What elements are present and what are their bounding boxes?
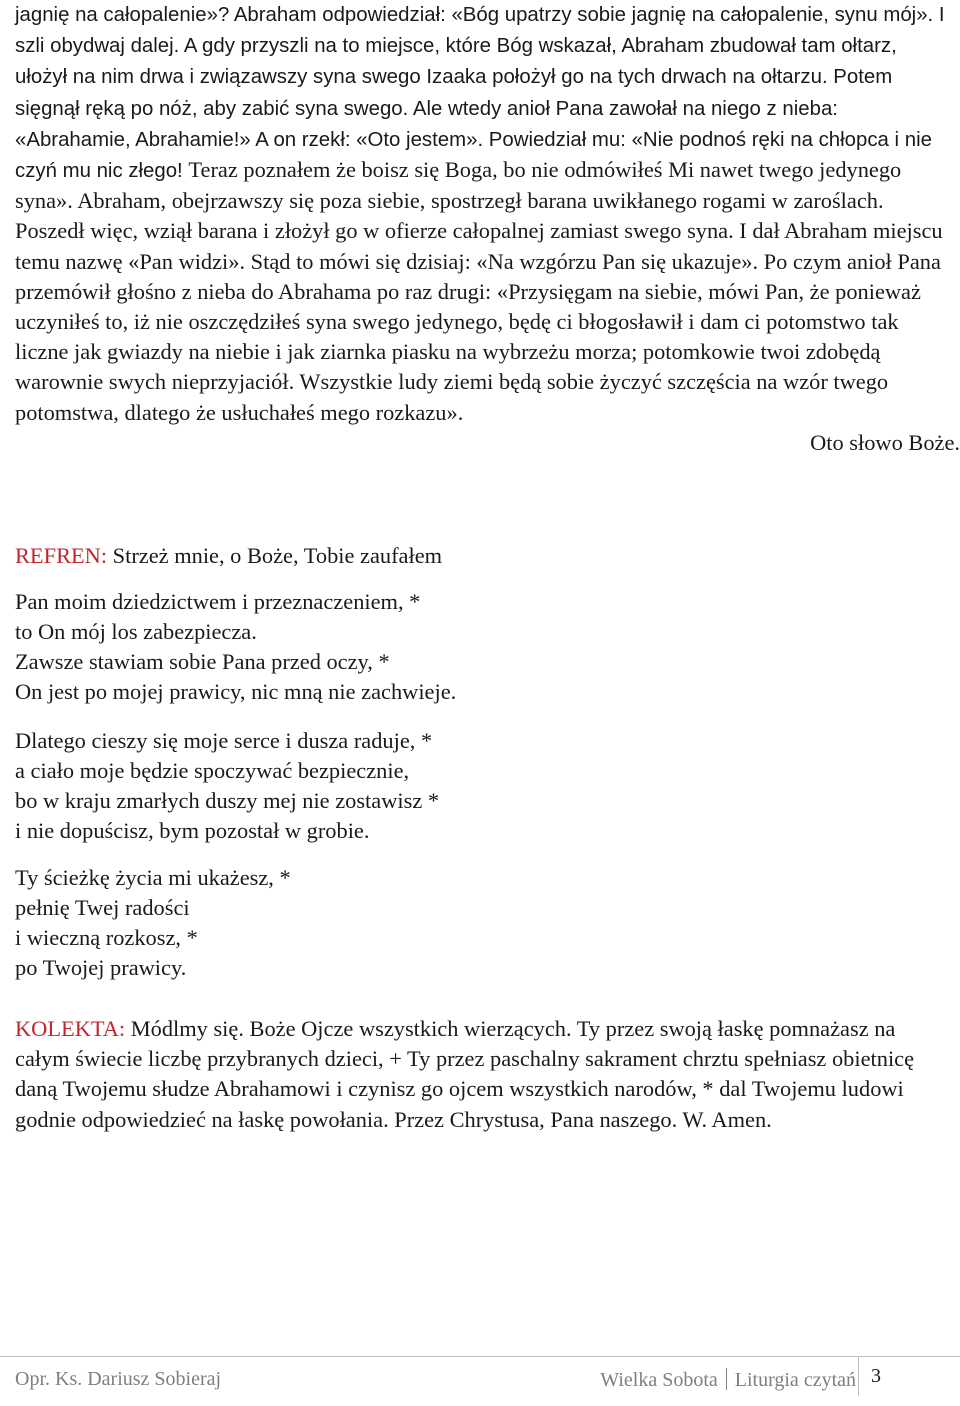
psalm-line: i nie dopuścisz, bym pozostał w grobie.	[15, 818, 370, 843]
reading-text	[15, 0, 945, 428]
reading-ending: Oto słowo Boże.	[810, 429, 960, 455]
psalm-line: Dlatego cieszy się moje serce i dusza raduje, *	[15, 728, 433, 753]
psalm-line: Pan moim dziedzictwem i przeznaczeniem, *	[15, 589, 421, 614]
psalm-line: pełnię Twej radości	[15, 895, 190, 920]
psalm-line: a ciało moje będzie spoczywać bezpiecznie,	[15, 758, 410, 783]
refrain-label: REFREN:	[15, 543, 108, 568]
collect-text: Módlmy się. Boże Ojcze wszystkich wierzących. Ty przez swoją łaskę pomnażasz na całym świecie liczbę przybranych dzieci, + Ty przez paschalny sakrament chrztu spełniasz obietnicę daną Twojemu słudze Abrahamowi i czynisz go ojcem wszystkich narodów, * dal Twojemu ludowi godnie odpowiedzieć na łaskę powołania. Przez Chrystusa, Pana naszego. W. Amen.	[15, 1016, 915, 1132]
psalm-line: i wieczną rozkosz, *	[15, 925, 198, 950]
first-reading	[15, 0, 960, 458]
collect-label: KOLEKTA:	[15, 1016, 126, 1041]
footer-author: Opr. Ks. Dariusz Sobieraj	[15, 1368, 222, 1390]
psalm-line: to On mój los zabezpiecza.	[15, 619, 257, 644]
refrain	[15, 541, 442, 571]
page-footer	[0, 1356, 960, 1406]
psalm-line: Zawsze stawiam sobie Pana przed oczy, *	[15, 649, 390, 674]
psalm-stanza-1	[15, 587, 456, 707]
reading-segment-serif: Teraz poznałem że boisz się Boga, bo nie odmówiłeś Mi nawet twego jedynego syna». Abraham, obejrzawszy się poza siebie, spostrzegł barana uwikłanego rogami w zaroślach. Poszedł więc, wziął barana i złożył go w ofierze całopalnej zamiast swego syna. I dał Abraham miejscu temu nazwę «Pan widzi». Stąd to mówi się dzisiaj: «Na wzgórzu Pan się ukazuje». Po czym anioł Pana przemówił głośno z nieba do Abrahama po raz drugi: «Przysięgam na siebie, mówi Pan, że ponieważ uczyniłeś to, iż nie oszczędziłeś syna swego jedynego, będę ci błogosławił i dam ci potomstwo tak liczne jak gwiazdy na niebie i jak ziarnka piasku na wybrzeżu morza; potomkowie twoi zdobędą warownie swych nieprzyjaciół. Wszystkie ludy ziemi będą sobie życzyć szczęścia na wzór twego potomstwa, dlatego że usłuchałeś mego rozkazu».	[15, 157, 943, 425]
footer-separator	[726, 1368, 727, 1390]
psalm-line: On jest po mojej prawicy, nic mną nie zachwieje.	[15, 679, 457, 704]
footer-rule	[0, 1356, 960, 1357]
collect	[15, 1014, 945, 1135]
footer-title-group	[600, 1368, 856, 1392]
footer-title: Wielka Sobota	[600, 1369, 718, 1391]
psalm-line: bo w kraju zmarłych duszy mej nie zostawisz *	[15, 788, 440, 813]
psalm-line: Ty ścieżkę życia mi ukażesz, *	[15, 865, 291, 890]
page-number: 3	[858, 1356, 908, 1396]
psalm-stanza-2	[15, 726, 439, 846]
refrain-text: Strzeż mnie, o Boże, Tobie zaufałem	[107, 543, 443, 568]
footer-subtitle: Liturgia czytań	[734, 1369, 856, 1391]
reading-segment-sans: jagnię na całopalenie»? Abraham odpowiedział: «Bóg upatrzy sobie jagnię na całopalenie, synu mój». I szli obydwaj dalej. A gdy przyszli na to miejsce, które Bóg wskazał, Abraham zbudował tam ołtarz, ułożył na nim drwa i związawszy syna swego Izaaka położył go na tych drwach na ołtarzu. Potem sięgnął ręką po nóż, aby zabić syna swego. Ale wtedy anioł Pana zawołał na niego z nieba: «Abrahamie, Abrahamie!» A on rzekł: «Oto jestem». Powiedział mu: «Nie podnoś ręki na chłopca i nie czyń mu nic złego!	[15, 4, 945, 183]
psalm-stanza-3	[15, 863, 291, 983]
psalm-line: po Twojej prawicy.	[15, 955, 187, 980]
